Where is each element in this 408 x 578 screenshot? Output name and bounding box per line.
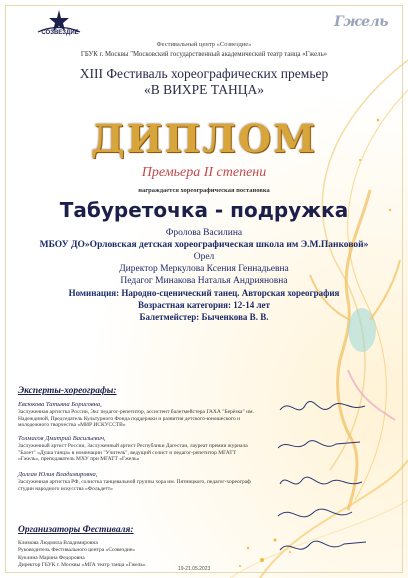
teacher: Педагог Минакова Наталья Андрияновна xyxy=(120,276,288,286)
host-line: ГБУК г. Москвы "Московский государственный академический театр танца «Гжель» xyxy=(80,51,328,58)
festival-title-line2: «В ВИХРЕ ТАНЦА» xyxy=(143,82,265,97)
organizer-role: Директор ГБУК г. Москвы «МГА театр танца «Гжель» xyxy=(18,561,146,568)
organizer-entry xyxy=(18,540,248,553)
expert-description: Заслуженная артистка России, Экс педагог-репетитор, ассистент балетмейстера ГАХА "Берёзка" им. Надеждиной, Председатель Культурного Фонда поддержки и развития детского-юношеского и молодежного творчества «МИР ИСКУССТВ» xyxy=(18,408,254,429)
expert-name: Евсюкова Татьяна Борисовна, xyxy=(18,401,102,408)
city: Орел xyxy=(193,252,215,262)
expert-entry xyxy=(18,402,258,429)
nomination: Номинация: Народно-сценический танец. Авторская хореография xyxy=(68,288,340,298)
expert-entry xyxy=(18,436,258,463)
performer-name: Фролова Василина xyxy=(165,228,243,238)
event-date: 19-21.05.2023 xyxy=(178,566,211,572)
organizer-role: Руководитель Фестивального центра «Созвездие» xyxy=(18,546,136,553)
organizers-title: Организаторы Фестиваля: xyxy=(18,525,134,535)
age-category: Возрастная категория: 12-14 лет xyxy=(138,300,270,310)
signatures xyxy=(270,392,390,562)
expert-description: Заслуженный артист России, Заслуженный артист Республики Дагестан, лауреат премии журнала "Балет" «Душа танца» в номинации "Учитель", ведущий солист и педагог-репетитор МГАТТ «Гжель», преподаватель МХУ при МГАТТ «Гжель» xyxy=(18,442,248,463)
expert-entry xyxy=(18,472,258,492)
expert-name: Толмасов Дмитрий Васильевич, xyxy=(18,435,106,442)
experts-title: Эксперты-хореографы: xyxy=(18,386,117,396)
organizer-name: Климова Людмила Владимировна xyxy=(18,540,98,546)
awarded-for: награждается хореографическая постановка xyxy=(138,187,270,194)
school-name: МБОУ ДО»Орловская детская хореографическая школа им Э.М.Панковой» xyxy=(39,240,369,250)
logo-left-text: СОЗВЕЗДИЕ xyxy=(41,30,79,36)
gzhel-logo: Гжель xyxy=(334,14,388,30)
expert-description: Заслуженная артистка РФ, солистка танцевальной группы хора им. Пятницкого, педагог-хореограф студии народного искусства «Фольдетт» xyxy=(18,478,251,492)
diploma-title: ДИПЛОМ xyxy=(90,116,318,161)
ballet-master: Балетмейстер: Быченкова В. В. xyxy=(139,312,269,322)
organizer-line: Фестивальный центр «Созвездие» xyxy=(156,41,252,48)
work-title: Табуреточка - подружка xyxy=(59,198,349,222)
organizer-name: Куклина Марина Федоровна xyxy=(18,555,85,561)
award-level: Премьера II степени xyxy=(141,165,267,180)
expert-name: Долгая Юлия Владимировна, xyxy=(18,471,98,478)
director: Директор Меркулова Ксения Геннадьевна xyxy=(119,264,289,274)
organizer-entry xyxy=(18,555,248,568)
festival-title-line1: XIII Фестиваль хореографических премьер xyxy=(79,66,329,81)
